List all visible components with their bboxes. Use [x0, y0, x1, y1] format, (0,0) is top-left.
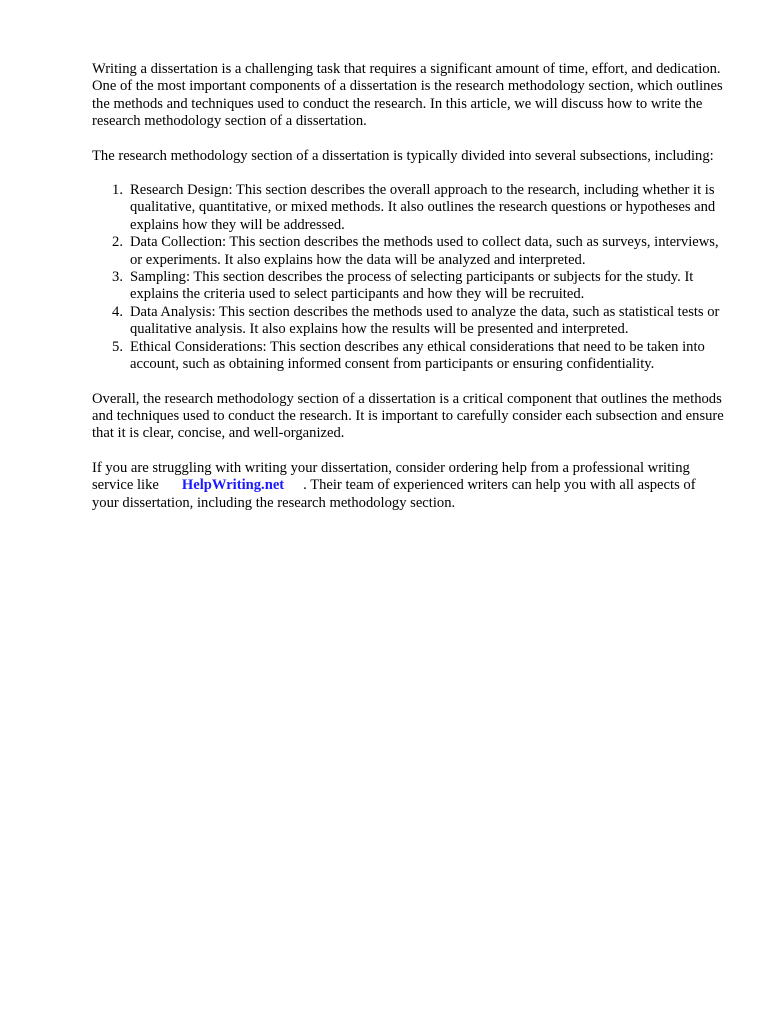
list-item-text: Data Collection: This section describes the methods used to collect data, such as surveys, interviews, or experiments. It also explains how the data will be analyzed and interpreted.: [130, 234, 719, 268]
list-item: [92, 182, 724, 234]
overall-paragraph: Overall, the research methodology section of a dissertation is a critical component that outlines the methods and techniques used to conduct the research. It is important to carefully consider each subsection and ensure that it is clear, concise, and well-organized.: [92, 390, 724, 442]
helpwriting-link[interactable]: HelpWriting.net: [181, 477, 285, 494]
closing-paragraph: [92, 460, 724, 512]
lead-in-paragraph: The research methodology section of a dissertation is typically divided into several subsections, including:: [92, 147, 714, 164]
list-item: [92, 339, 724, 374]
list-item: [92, 269, 724, 304]
list-item-number: 3.: [112, 269, 123, 286]
list-item-number: 1.: [112, 182, 123, 199]
subsection-list: [92, 182, 724, 373]
list-item: [92, 304, 724, 339]
list-item-text: Sampling: This section describes the process of selecting participants or subjects for the study. It explains the criteria used to select participants and how they will be recruited.: [130, 269, 694, 303]
list-item-text: Ethical Considerations: This section describes any ethical considerations that need to be taken into account, such as obtaining informed consent from participants or ensuring confidentiality.: [130, 338, 705, 373]
list-item: [92, 234, 724, 269]
closing-text-before-link: If you are struggling with writing your dissertation, consider ordering help from a professional writing service like: [92, 459, 690, 494]
list-item-text: Data Analysis: This section describes the methods used to analyze the data, such as statistical tests or qualitative analysis. It also explains how the results will be presented and interpreted.: [130, 303, 720, 338]
list-item-number: 2.: [112, 234, 123, 251]
list-item-number: 5.: [112, 338, 123, 355]
closing-text-after-link: . Their team of experienced writers can help you with all aspects of your dissertation, including the research methodology section.: [92, 477, 696, 511]
document-page: [92, 61, 724, 529]
list-item-number: 4.: [112, 303, 123, 320]
intro-paragraph: Writing a dissertation is a challenging task that requires a significant amount of time, effort, and dedication. One of the most important components of a dissertation is the research methodology section, which outlines the methods and techniques used to conduct the research. In this article, we will discuss how to write the research methodology section of a dissertation.: [92, 61, 723, 130]
list-item-text: Research Design: This section describes the overall approach to the research, including whether it is qualitative, quantitative, or mixed methods. It also outlines the research questions or hypotheses and explains how they will be addressed.: [130, 182, 716, 233]
